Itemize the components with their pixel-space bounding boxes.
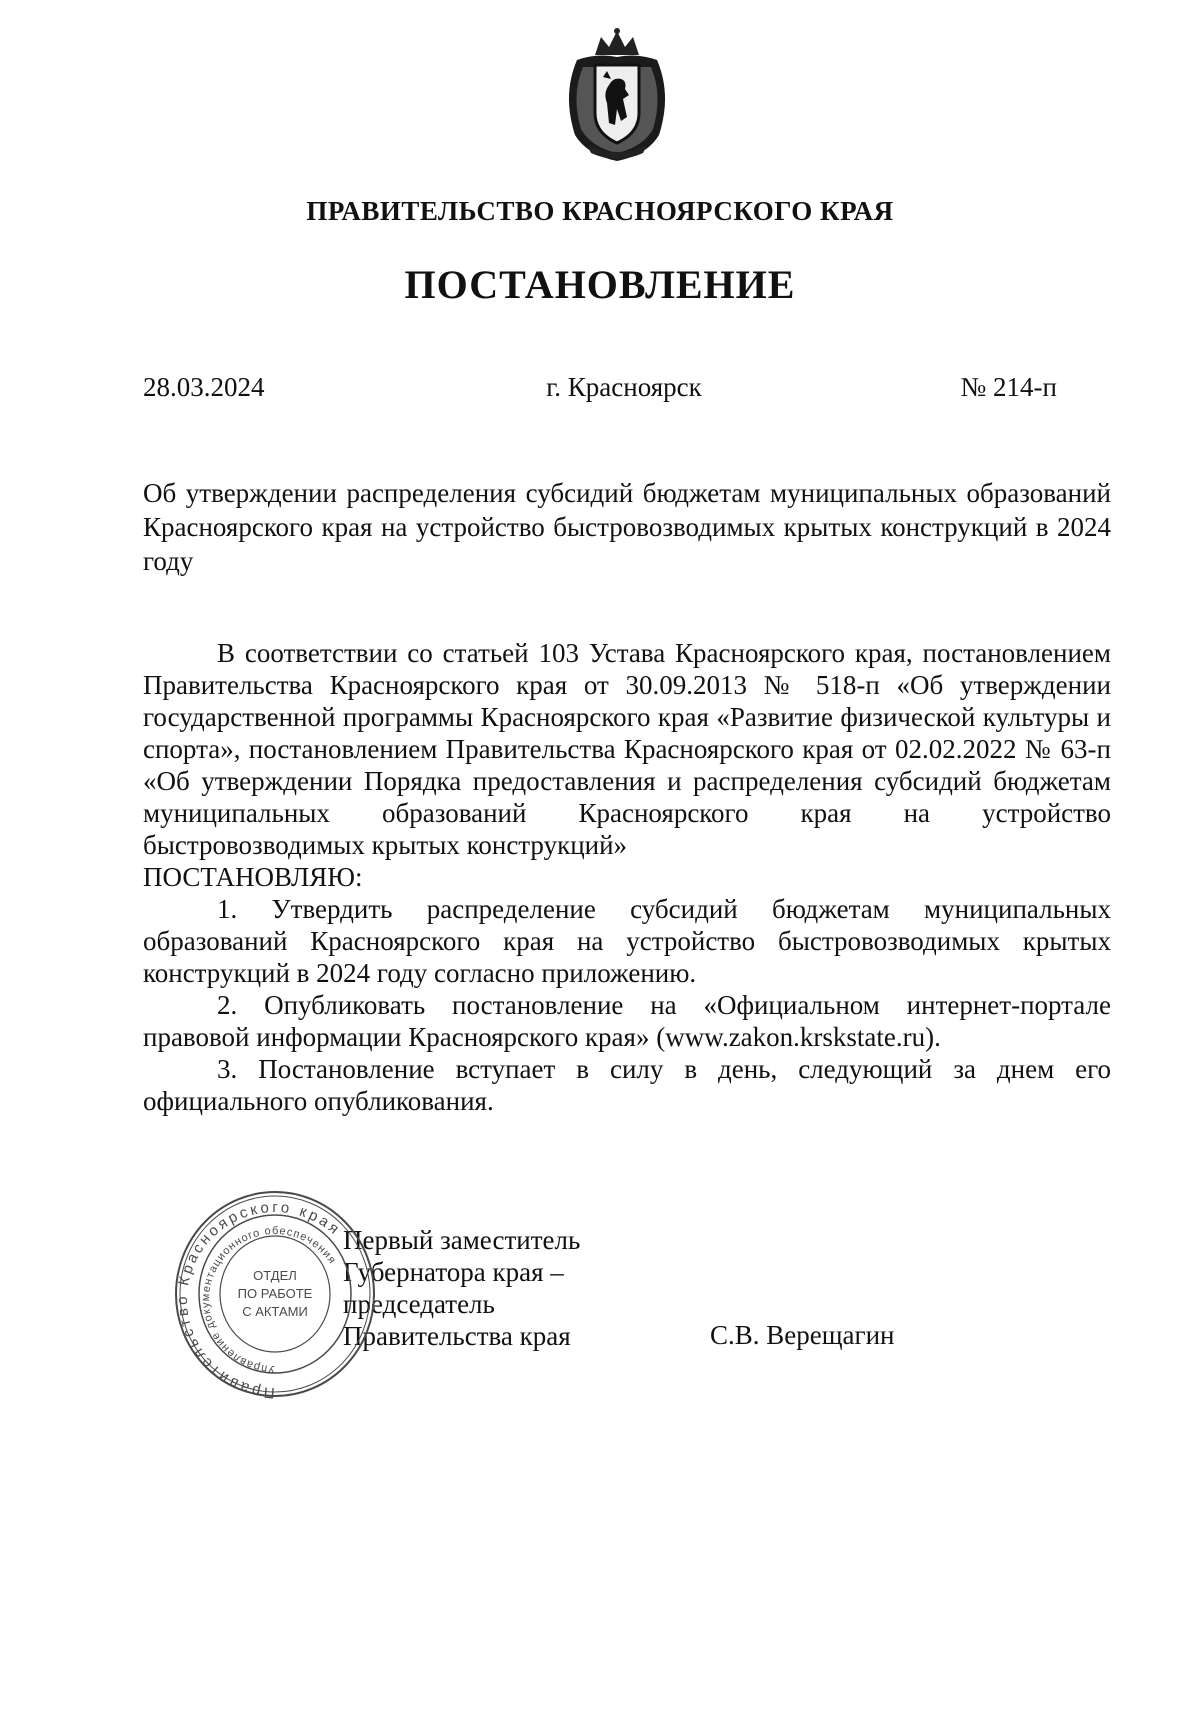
- signatory-position-line: Первый заместитель: [343, 1225, 581, 1255]
- document-number: № 214-п: [960, 372, 1057, 402]
- list-item: 2. Опубликовать постановление на «Официальном интернет-портале правовой информации Красноярского края» (www.zakon.krskstate.ru).: [143, 990, 1111, 1052]
- document-date: 28.03.2024: [143, 372, 265, 402]
- document-type-title: ПОСТАНОВЛЕНИЕ: [404, 262, 796, 307]
- decree-word: ПОСТАНОВЛЯЮ:: [143, 862, 363, 892]
- signatory-name: С.В. Верещагин: [710, 1320, 895, 1350]
- signatory-position: [343, 1224, 580, 1352]
- stamp-outer-text: Правительство Красноярского края: [174, 1198, 345, 1400]
- list-item: 1. Утвердить распределение субсидий бюджетам муниципальных образований Красноярского края на устройство быстровозводимых крытых конструкций в 2024 году согласно приложению.: [143, 894, 1111, 988]
- signatory-position-line: Губернатора края –: [343, 1257, 564, 1287]
- document-city: г. Красноярск: [546, 372, 702, 402]
- stamp-center-line: С АКТАМИ: [242, 1304, 308, 1319]
- stamp-middle-text: Управление документационного обеспечения: [199, 1224, 339, 1376]
- organization-title: ПРАВИТЕЛЬСТВО КРАСНОЯРСКОГО КРАЯ: [306, 196, 894, 226]
- signatory-position-line: председатель: [343, 1289, 495, 1319]
- list-item: 3. Постановление вступает в силу в день, следующий за днем его официального опубликования.: [143, 1054, 1111, 1116]
- stamp-center-line: ОТДЕЛ: [253, 1268, 297, 1283]
- coat-of-arms-emblem: [557, 25, 677, 165]
- document-subject: Об утверждении распределения субсидий бюджетам муниципальных образований Красноярского края на устройство быстровозводимых крытых конструкций в 2024 году: [143, 478, 1111, 576]
- stamp-center-line: ПО РАБОТЕ: [237, 1286, 313, 1301]
- document-body: [143, 637, 1111, 1117]
- signatory-position-line: Правительства края: [343, 1321, 571, 1351]
- official-stamp: [173, 1188, 378, 1400]
- preamble-paragraph: В соответствии со статьей 103 Устава Красноярского края, постановлением Правительства Красноярского края от 30.09.2013 № 518-п «Об утверждении государственной программы Красноярского края «Развитие физической культуры и спорта», постановлением Правительства Красноярского края от 02.02.2022 № 63-п «Об утверждении Порядка предоставления и распределения субсидий бюджетам муниципальных образований Красноярского края на устройство быстровозводимых крытых конструкций»: [143, 638, 1111, 860]
